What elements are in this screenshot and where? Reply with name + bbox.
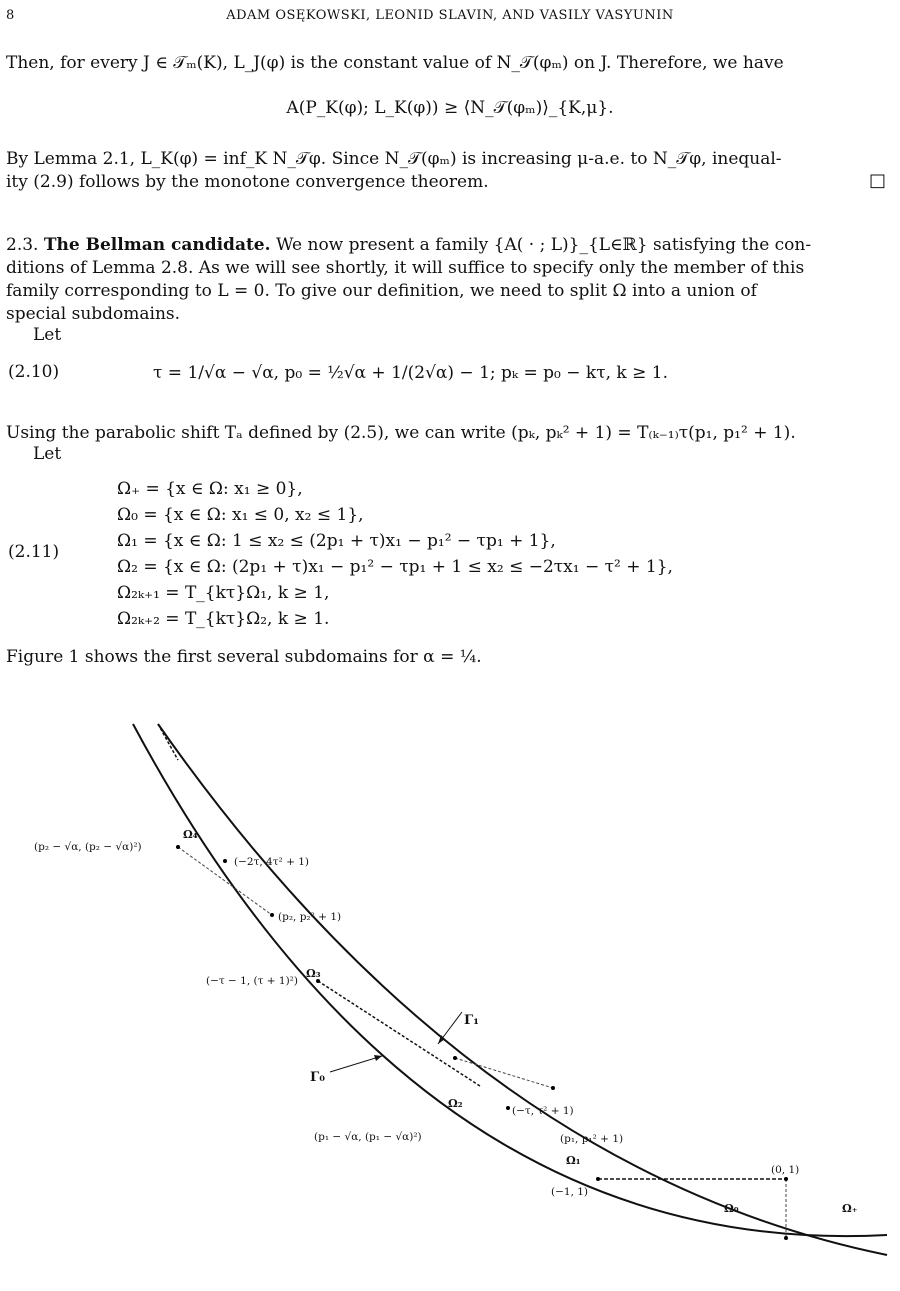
marked-point xyxy=(453,1056,457,1060)
marked-point xyxy=(551,1086,555,1090)
paragraph-line: family corresponding to L = 0. To give our definition, we need to split Ω into a union of xyxy=(6,281,757,301)
region-label-omega-plus: Ω₊ xyxy=(842,1202,858,1215)
section-text: We now present a family {A( · ; L)}_{L∈ℝ} satisfying the con- xyxy=(270,235,812,255)
point-label: (p₂, p₂² + 1) xyxy=(278,911,342,923)
section-number: 2.3. xyxy=(6,235,39,255)
paragraph-line: Then, for every J ∈ 𝒯ₘ(K), L_J(φ) is the constant value of N_𝒯(φₘ) on J. Therefore, we have xyxy=(6,53,784,73)
equation-number: (2.11) xyxy=(8,542,60,562)
point-label: (−τ − 1, (τ + 1)²) xyxy=(206,975,298,987)
point-label: (p₁, p₁² + 1) xyxy=(560,1133,624,1145)
paragraph-line: By Lemma 2.1, L_K(φ) = inf_K N_𝒯φ. Since N_𝒯(φₘ) is increasing μ-a.e. to N_𝒯φ, inequal- xyxy=(6,149,782,169)
region-label-omega-1: Ω₁ xyxy=(566,1154,581,1167)
equation-system xyxy=(117,476,673,632)
equation-line: Ω₁ = {x ∈ Ω: 1 ≤ x₂ ≤ (2p₁ + τ)x₁ − p₁² − τp₁ + 1}, xyxy=(117,531,556,551)
equation-line: Ω₀ = {x ∈ Ω: x₁ ≤ 0, x₂ ≤ 1}, xyxy=(117,505,364,525)
point-label: (0, 1) xyxy=(771,1164,800,1176)
section-line xyxy=(6,234,811,256)
display-equation: τ = 1/√α − √α, p₀ = ½√α + 1/(2√α) − 1; pₖ = p₀ − kτ, k ≥ 1. xyxy=(153,363,668,383)
point-label: (p₂ − √α, (p₂ − √α)²) xyxy=(34,841,142,853)
point-label: (−1, 1) xyxy=(551,1186,589,1198)
marked-point xyxy=(506,1106,510,1110)
region-label-omega-3: Ω₃ xyxy=(306,967,321,980)
gamma0-pointer xyxy=(330,1056,382,1072)
page-number: 8 xyxy=(6,8,15,23)
curve-label-gamma-1: Γ₁ xyxy=(464,1013,479,1028)
paragraph-line: Using the parabolic shift Tₐ defined by (2.5), we can write (pₖ, pₖ² + 1) = T₍ₖ₋₁₎τ(p₁, p₁² + 1). xyxy=(6,423,796,443)
paragraph-line: special subdomains. xyxy=(6,304,181,324)
dashed-chord xyxy=(158,724,178,760)
marked-point xyxy=(176,845,180,849)
equation-line: Ω₂ = {x ∈ Ω: (2p₁ + τ)x₁ − p₁² − τp₁ + 1 ≤ x₂ ≤ −2τx₁ − τ² + 1}, xyxy=(117,557,673,577)
equation-line: Ω₊ = {x ∈ Ω: x₁ ≥ 0}, xyxy=(117,479,303,499)
display-equation: A(P_K(φ); L_K(φ)) ≥ ⟨N_𝒯(φₘ)⟩_{K,μ}. xyxy=(286,98,614,118)
point-label: (−τ, τ² + 1) xyxy=(512,1105,574,1117)
marked-point xyxy=(270,913,274,917)
region-label-omega-4: Ω₄ xyxy=(183,828,198,841)
equation-number: (2.10) xyxy=(8,362,60,382)
marked-point xyxy=(223,859,227,863)
paragraph-line: Let xyxy=(33,444,62,464)
running-header: ADAM OSĘKOWSKI, LEONID SLAVIN, AND VASILY VASYUNIN xyxy=(226,8,674,23)
marked-point xyxy=(596,1177,600,1181)
point-label: (p₁ − √α, (p₁ − √α)²) xyxy=(314,1131,422,1143)
marked-point xyxy=(784,1236,788,1240)
figure-1 xyxy=(0,700,900,1290)
curve-label-gamma-0: Γ₀ xyxy=(310,1070,325,1085)
paragraph-line: ity (2.9) follows by the monotone convergence theorem. xyxy=(6,172,489,192)
qed-symbol: □ xyxy=(868,170,886,191)
region-label-omega-0: Ω₀ xyxy=(724,1202,739,1215)
gamma0-arrowhead xyxy=(374,1055,382,1061)
paragraph-line: Let xyxy=(33,325,62,345)
section-title: The Bellman candidate. xyxy=(43,235,271,255)
marked-point xyxy=(784,1177,788,1181)
equation-line: Ω₂ₖ₊₁ = T_{kτ}Ω₁, k ≥ 1, xyxy=(117,583,330,603)
point-label: (−2τ, 4τ² + 1) xyxy=(234,856,310,868)
paragraph-line: ditions of Lemma 2.8. As we will see shortly, it will suffice to specify only the member of this xyxy=(6,258,805,278)
dashed-chord xyxy=(455,1058,553,1088)
region-label-omega-2: Ω₂ xyxy=(448,1097,463,1110)
equation-line: Ω₂ₖ₊₂ = T_{kτ}Ω₂, k ≥ 1. xyxy=(117,609,330,629)
paragraph-line: Figure 1 shows the first several subdomains for α = ¼. xyxy=(6,647,482,667)
